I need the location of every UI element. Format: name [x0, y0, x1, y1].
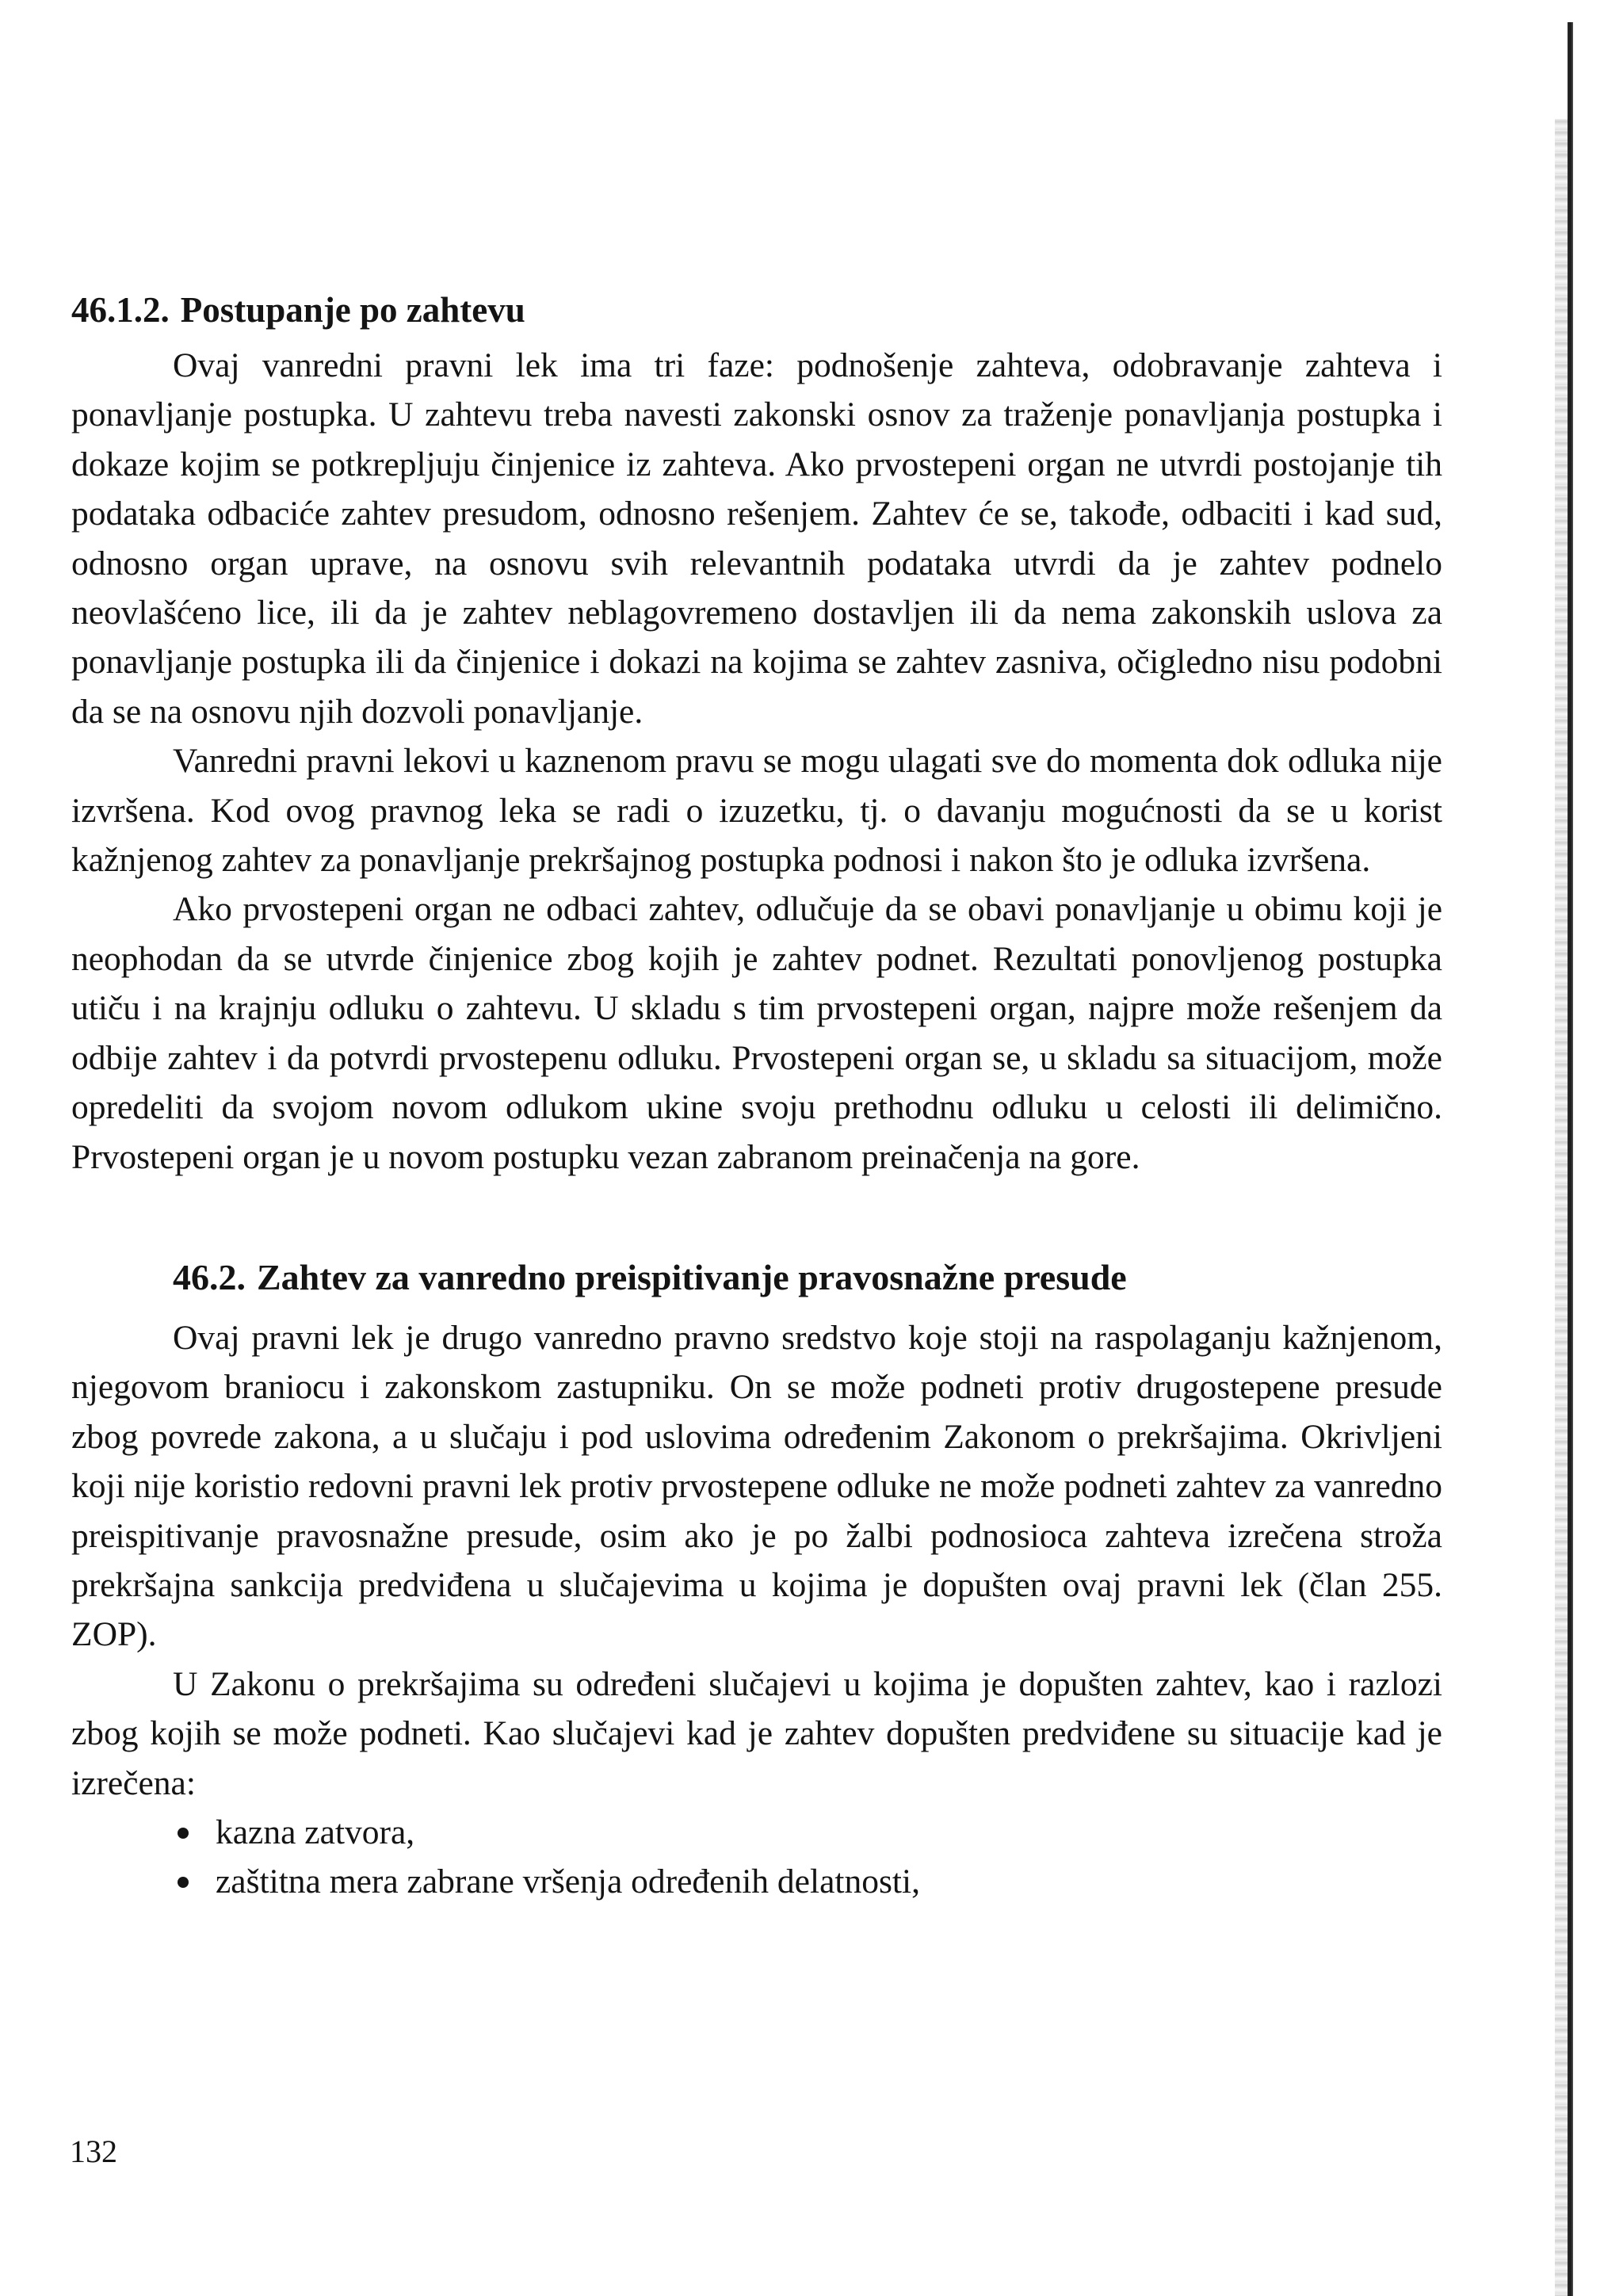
page-number: 132	[70, 2134, 117, 2169]
bullet-list	[71, 1808, 1442, 1907]
section-heading-46-2	[71, 1253, 1442, 1302]
page-edge-shadow	[1555, 119, 1568, 2296]
paragraph: Vanredni pravni lekovi u kaznenom pravu se mogu ulagati sve do momenta dok odluka nije izvršena. Kod ovog pravnog leka se radi o izuzetku, tj. o davanju mogućnosti da se u korist kažnjenog zahtev za ponavljanje prekršajnog postupka podnosi i nakon što je odluka izvršena.	[71, 742, 1442, 880]
list-item	[173, 1857, 1442, 1906]
paragraph: Ovaj vanredni pravni lek ima tri faze: podnošenje zahteva, odobravanje zahteva i ponavljanje postupka. U zahtevu treba navesti zakonski osnov za traženje ponavljanja postupka i dokaze kojim se potkrepljuju činjenice iz zahteva. Ako prvostepeni organ ne utvrdi postojanje tih podataka odbaciće zahtev presudom, odnosno rešenjem. Zahtev će se, takođe, odbaciti i kad sud, odnosno organ uprave, na osnovu svih relevantnih podataka utvrdi da je zahtev podnelo neovlašćeno lice, ili da je zahtev neblagovremeno dostavljen ili da nema zakonskih uslova za ponavljanje postupka ili da činjenice i dokazi na kojima se zahtev zasniva, očigledno nisu podobni da se na osnovu njih dozvoli ponavljanje.	[71, 346, 1442, 731]
list-item-text: kazna zatvora,	[216, 1813, 415, 1851]
page-content	[71, 285, 1442, 1907]
paragraph: U Zakonu o prekršajima su određeni slučajevi u kojima je dopušten zahtev, kao i razlozi zbog kojih se može podneti. Kao slučajevi kad je zahtev dopušten predviđene su situacije kad je izrečena:	[71, 1664, 1442, 1802]
page-binding-edge	[1568, 22, 1573, 2296]
list-item	[173, 1808, 1442, 1857]
paragraph: Ovaj pravni lek je drugo vanredno pravno sredstvo koje stoji na raspolaganju kažnjenom, njegovom braniocu i zakonskom zastupniku. On se može podneti protiv drugostepene presude zbog povrede zakona, a u slučaju i pod uslovima određenim Zakonom o prekršajima. Okrivljeni koji nije koristio redovni pravni lek protiv prvostepene odluke ne može podneti zahtev za vanredno preispitivanje pravosnažne presude, osim ako je po žalbi podnosioca zahteva izrečena stroža prekršajna sankcija predviđena u slučajevima u kojima je dopušten ovaj pravni lek (član 255. ZOP).	[71, 1318, 1442, 1654]
section-title: Postupanje po zahtevu	[180, 290, 525, 330]
section-number: 46.2.	[173, 1256, 246, 1297]
list-item-text: zaštitna mera zabrane vršenja određenih delatnosti,	[216, 1862, 920, 1901]
bullet-icon	[178, 1828, 189, 1839]
section-heading-46-1-2	[71, 285, 1442, 334]
paragraph: Ako prvostepeni organ ne odbaci zahtev, odlučuje da se obavi ponavljanje u obimu koji je neophodan da se utvrde činjenice zbog kojih je zahtev podnet. Rezultati ponovljenog postupka utiču i na krajnju odluku o zahtevu. U skladu s tim prvostepeni organ, najpre može rešenjem da odbije zahtev i da potvrdi prvostepenu odluku. Prvostepeni organ se, u skladu sa situacijom, može opredeliti da svojom novom odlukom ukine svoju prethodnu odluku u celosti ili delimično. Prvostepeni organ je u novom postupku vezan zabranom preinačenja na gore.	[71, 890, 1442, 1176]
section-number: 46.1.2.	[71, 290, 170, 330]
bullet-icon	[178, 1877, 189, 1888]
section-title: Zahtev za vanredno preispitivanje pravosnažne presude	[257, 1256, 1127, 1297]
